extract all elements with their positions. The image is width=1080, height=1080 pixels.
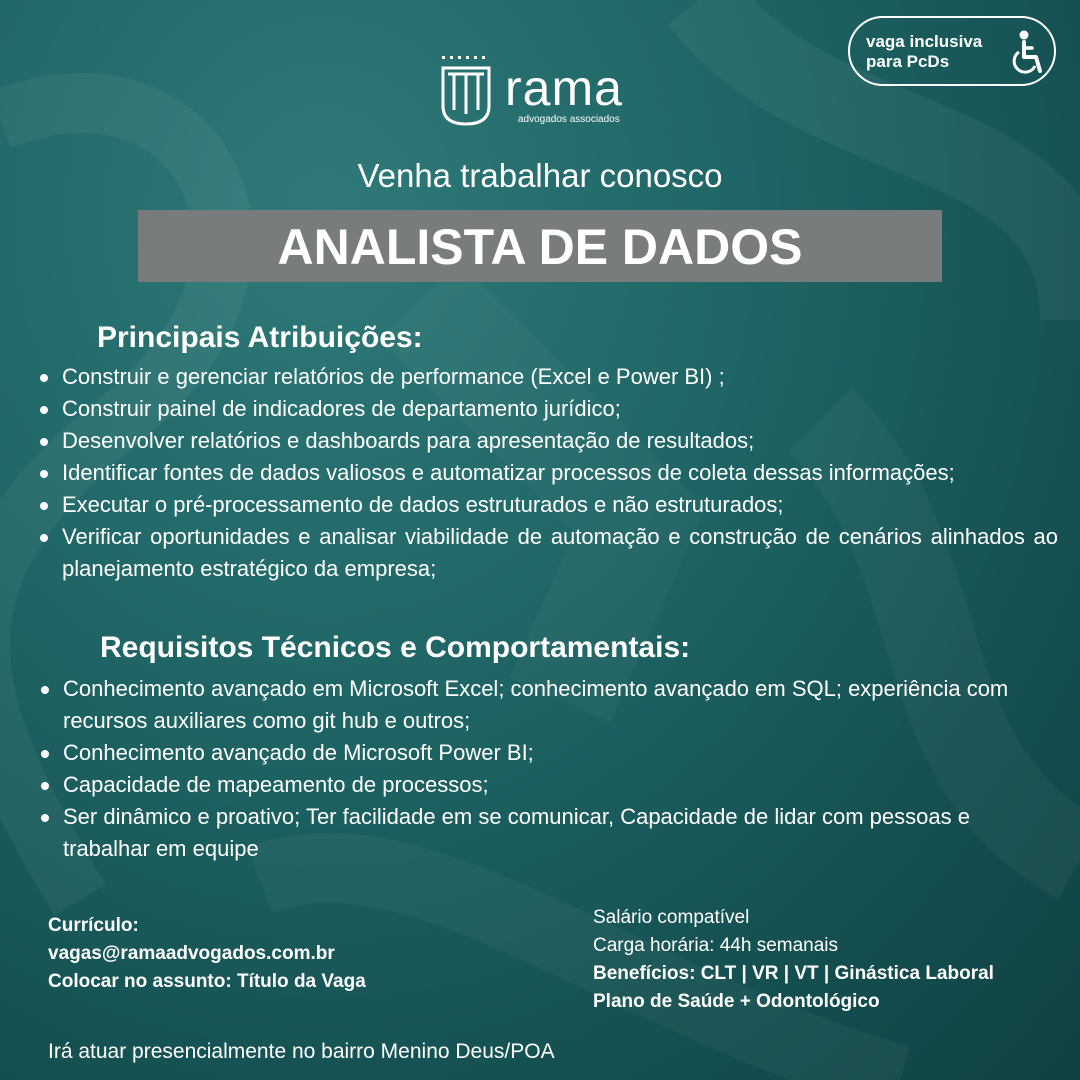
brand-tagline: advogados associados (518, 114, 620, 125)
badge-line-2: para PcDs (866, 52, 950, 71)
badge-line-1: vaga inclusiva (866, 32, 983, 51)
list-item: Ser dinâmico e proativo; Ter facilidade em se comunicar, Capacidade de lidar com pessoas e trabalhar em equipe (39, 801, 1009, 865)
list-item: Construir painel de indicadores de departamento jurídico; (38, 393, 1058, 425)
list-item: Desenvolver relatórios e dashboards para apresentação de resultados; (38, 425, 1058, 457)
subtitle: Venha trabalhar conosco (357, 157, 723, 194)
requirements-title: Requisitos Técnicos e Comportamentais: (100, 631, 691, 664)
responsibilities-title: Principais Atribuições: (97, 321, 423, 354)
list-item: Capacidade de mapeamento de processos; (39, 769, 1009, 801)
logo-mark-icon (440, 56, 492, 128)
list-item: Conhecimento avançado em Microsoft Excel; conhecimento avançado em SQL; experiência com recursos auxiliares como git hub e outros; (39, 673, 1009, 737)
workload-text: Carga horária: 44h semanais (593, 935, 839, 956)
list-item: Identificar fontes de dados valiosos e automatizar processos de coleta dessas informações; (38, 457, 1058, 489)
health-plan-text: Plano de Saúde + Odontológico (593, 991, 880, 1012)
wheelchair-icon (1008, 28, 1048, 78)
responsibilities-list (38, 361, 1058, 585)
application-email: vagas@ramaadvogados.com.br (48, 943, 335, 964)
salary-text: Salário compatível (593, 907, 750, 928)
application-subject-note: Colocar no assunto: Título da Vaga (48, 971, 366, 992)
list-item: Construir e gerenciar relatórios de performance (Excel e Power BI) ; (38, 361, 1058, 393)
inclusive-badge (848, 16, 1056, 86)
application-label: Currículo: (48, 915, 139, 936)
list-item: Conhecimento avançado de Microsoft Power BI; (39, 737, 1009, 769)
list-item: Executar o pré-processamento de dados estruturados e não estruturados; (38, 489, 1058, 521)
list-item: Verificar oportunidades e analisar viabilidade de automação e construção de cenários alinhados ao planejamento estratégico da empresa; (38, 521, 1058, 585)
brand-name: rama (505, 60, 623, 116)
job-title: ANALISTA DE DADOS (277, 219, 803, 275)
location-text: Irá atuar presencialmente no bairro Menino Deus/POA (48, 1040, 555, 1063)
requirements-list (39, 673, 1009, 865)
benefits-text: Benefícios: CLT | VR | VT | Ginástica Laboral (593, 963, 994, 984)
job-title-box (138, 210, 942, 282)
